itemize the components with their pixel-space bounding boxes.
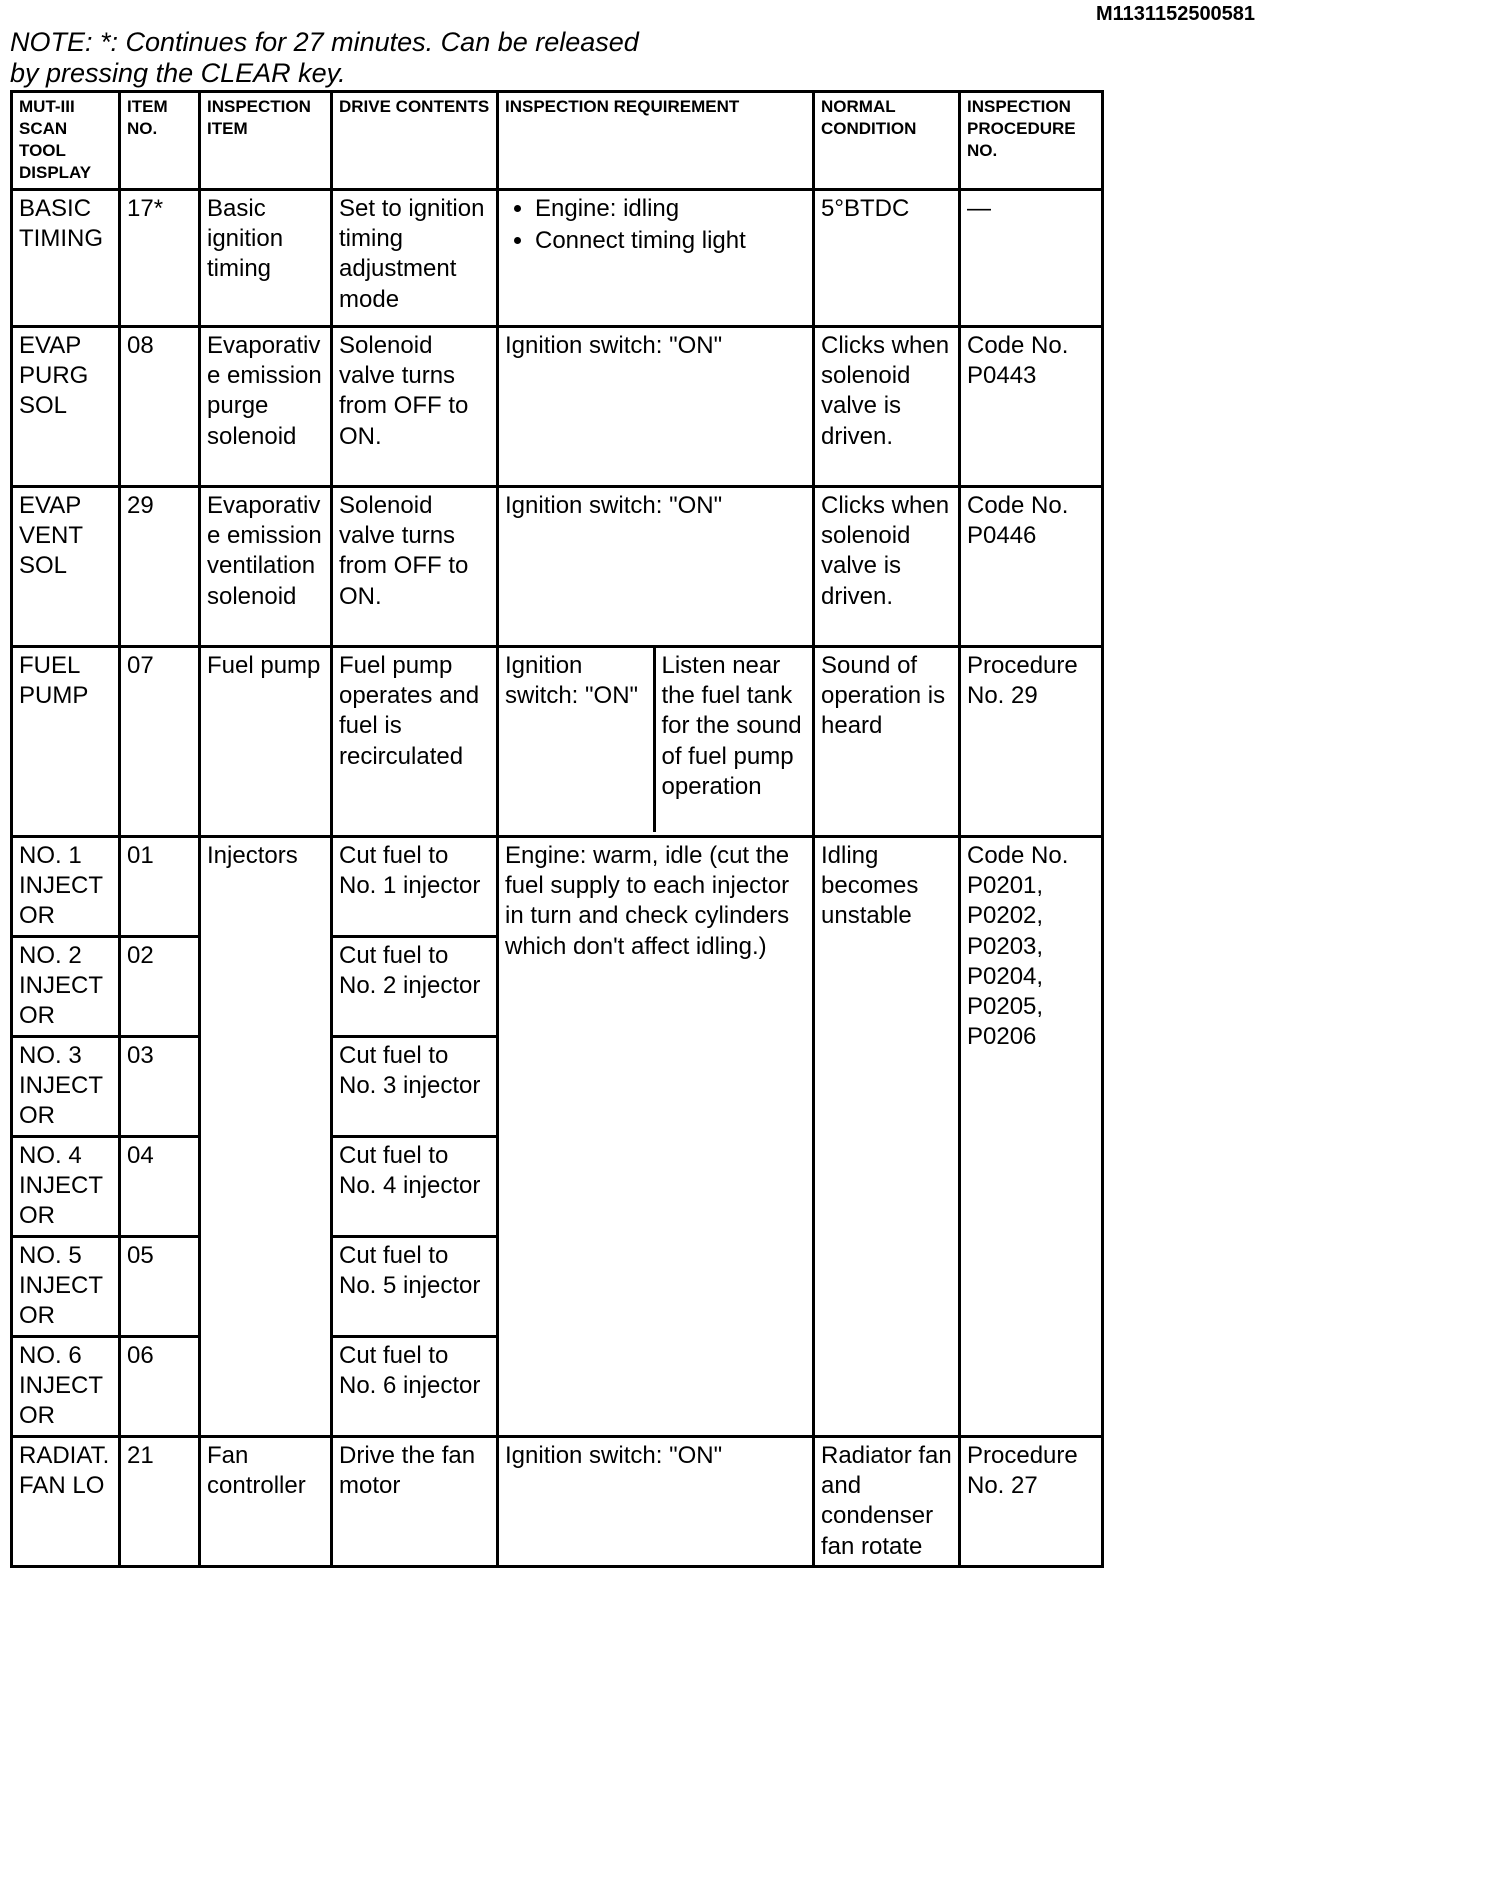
cell-scan-display: EVAP PURG SOL [12, 327, 120, 487]
cell-drive-contents: Set to ignition timing adjustment mode [332, 190, 498, 327]
requirement-bullet: • Engine: idling [535, 194, 806, 224]
cell-procedure-no: Code No. P0446 [960, 487, 1103, 647]
table-row-radiator-fan [12, 1437, 1103, 1567]
cell-scan-display: FUEL PUMP [12, 647, 120, 837]
table-row-basic-timing [12, 190, 1103, 327]
requirement-condition: Ignition switch: "ON" [499, 648, 656, 832]
table-row-evap-purg-sol [12, 327, 1103, 487]
cell-scan-display: NO. 4 INJECTOR [12, 1137, 120, 1237]
table-row-evap-vent-sol [12, 487, 1103, 647]
requirement-bullet: • Connect timing light [535, 226, 806, 256]
inspection-table [10, 90, 1104, 1568]
note-text [10, 27, 639, 88]
cell-drive-contents: Cut fuel to No. 5 injector [332, 1237, 498, 1337]
col-header-item-no: ITEM NO. [120, 92, 200, 190]
cell-scan-display: EVAP VENT SOL [12, 487, 120, 647]
cell-normal-condition: Idling becomes unstable [814, 837, 960, 1437]
cell-inspection-requirement [498, 190, 814, 327]
note-line-2: by pressing the CLEAR key. [10, 57, 346, 88]
cell-item-no: 03 [120, 1037, 200, 1137]
requirement-split [499, 648, 812, 832]
cell-inspection-item: Basic ignition timing [200, 190, 332, 327]
cell-procedure-no: Procedure No. 29 [960, 647, 1103, 837]
col-header-inspection-item: INSPECTION ITEM [200, 92, 332, 190]
cell-scan-display: NO. 3 INJECTOR [12, 1037, 120, 1137]
cell-procedure-no: — [960, 190, 1103, 327]
cell-procedure-no: Code No. P0201, P0202, P0203, P0204, P0205, P0206 [960, 837, 1103, 1437]
cell-item-no: 17* [120, 190, 200, 327]
cell-normal-condition: 5°BTDC [814, 190, 960, 327]
document-number: M1131152500581 [1096, 3, 1256, 25]
cell-drive-contents: Fuel pump operates and fuel is recirculated [332, 647, 498, 837]
cell-normal-condition: Sound of operation is heard [814, 647, 960, 837]
cell-scan-display: NO. 6 INJECTOR [12, 1337, 120, 1437]
cell-inspection-item: Fan controller [200, 1437, 332, 1567]
table-row-injector-1 [12, 837, 1103, 937]
col-header-procedure-no: INSPECTION PROCEDURE NO. [960, 92, 1103, 190]
cell-inspection-item: Evaporative emission ventilation solenoid [200, 487, 332, 647]
cell-inspection-item: Evaporative emission purge solenoid [200, 327, 332, 487]
cell-normal-condition: Radiator fan and condenser fan rotate [814, 1437, 960, 1567]
cell-scan-display: BASIC TIMING [12, 190, 120, 327]
cell-scan-display: RADIAT. FAN LO [12, 1437, 120, 1567]
note-line-1: NOTE: *: Continues for 27 minutes. Can be released [10, 27, 639, 57]
cell-normal-condition: Clicks when solenoid valve is driven. [814, 327, 960, 487]
col-header-drive-contents: DRIVE CONTENTS [332, 92, 498, 190]
requirement-action: Listen near the fuel tank for the sound of fuel pump operation [661, 652, 802, 800]
cell-scan-display: NO. 1 INJECTOR [12, 837, 120, 937]
cell-item-no: 29 [120, 487, 200, 647]
col-header-normal-condition: NORMAL CONDITION [814, 92, 960, 190]
cell-drive-contents: Cut fuel to No. 2 injector [332, 937, 498, 1037]
cell-item-no: 05 [120, 1237, 200, 1337]
cell-inspection-item: Fuel pump [200, 647, 332, 837]
cell-inspection-requirement: Ignition switch: "ON" [498, 327, 814, 487]
col-header-scan-tool-display: MUT-III SCAN TOOL DISPLAY [12, 92, 120, 190]
col-header-inspection-requirement: INSPECTION REQUIREMENT [498, 92, 814, 190]
cell-inspection-requirement: Ignition switch: "ON" [498, 1437, 814, 1567]
cell-item-no: 02 [120, 937, 200, 1037]
cell-inspection-requirement: Ignition switch: "ON" [498, 487, 814, 647]
cell-item-no: 01 [120, 837, 200, 937]
cell-drive-contents: Cut fuel to No. 1 injector [332, 837, 498, 937]
table-row-fuel-pump [12, 647, 1103, 837]
cell-scan-display: NO. 2 INJECTOR [12, 937, 120, 1037]
cell-drive-contents: Solenoid valve turns from OFF to ON. [332, 327, 498, 487]
cell-drive-contents: Cut fuel to No. 3 injector [332, 1037, 498, 1137]
table-header-row [12, 92, 1103, 190]
cell-procedure-no: Code No. P0443 [960, 327, 1103, 487]
cell-drive-contents: Cut fuel to No. 6 injector [332, 1337, 498, 1437]
cell-drive-contents: Cut fuel to No. 4 injector [332, 1137, 498, 1237]
cell-inspection-requirement [498, 647, 814, 837]
cell-item-no: 07 [120, 647, 200, 837]
cell-item-no: 08 [120, 327, 200, 487]
cell-item-no: 06 [120, 1337, 200, 1437]
cell-procedure-no: Procedure No. 27 [960, 1437, 1103, 1567]
cell-item-no: 21 [120, 1437, 200, 1567]
requirement-bullet-list [505, 194, 806, 256]
cell-inspection-item: Injectors [200, 837, 332, 1437]
cell-inspection-requirement: Engine: warm, idle (cut the fuel supply to each injector in turn and check cylinders which don't affect idling.) [498, 837, 814, 1437]
cell-drive-contents: Drive the fan motor [332, 1437, 498, 1567]
cell-normal-condition: Clicks when solenoid valve is driven. [814, 487, 960, 647]
cell-item-no: 04 [120, 1137, 200, 1237]
cell-drive-contents: Solenoid valve turns from OFF to ON. [332, 487, 498, 647]
cell-scan-display: NO. 5 INJECTOR [12, 1237, 120, 1337]
